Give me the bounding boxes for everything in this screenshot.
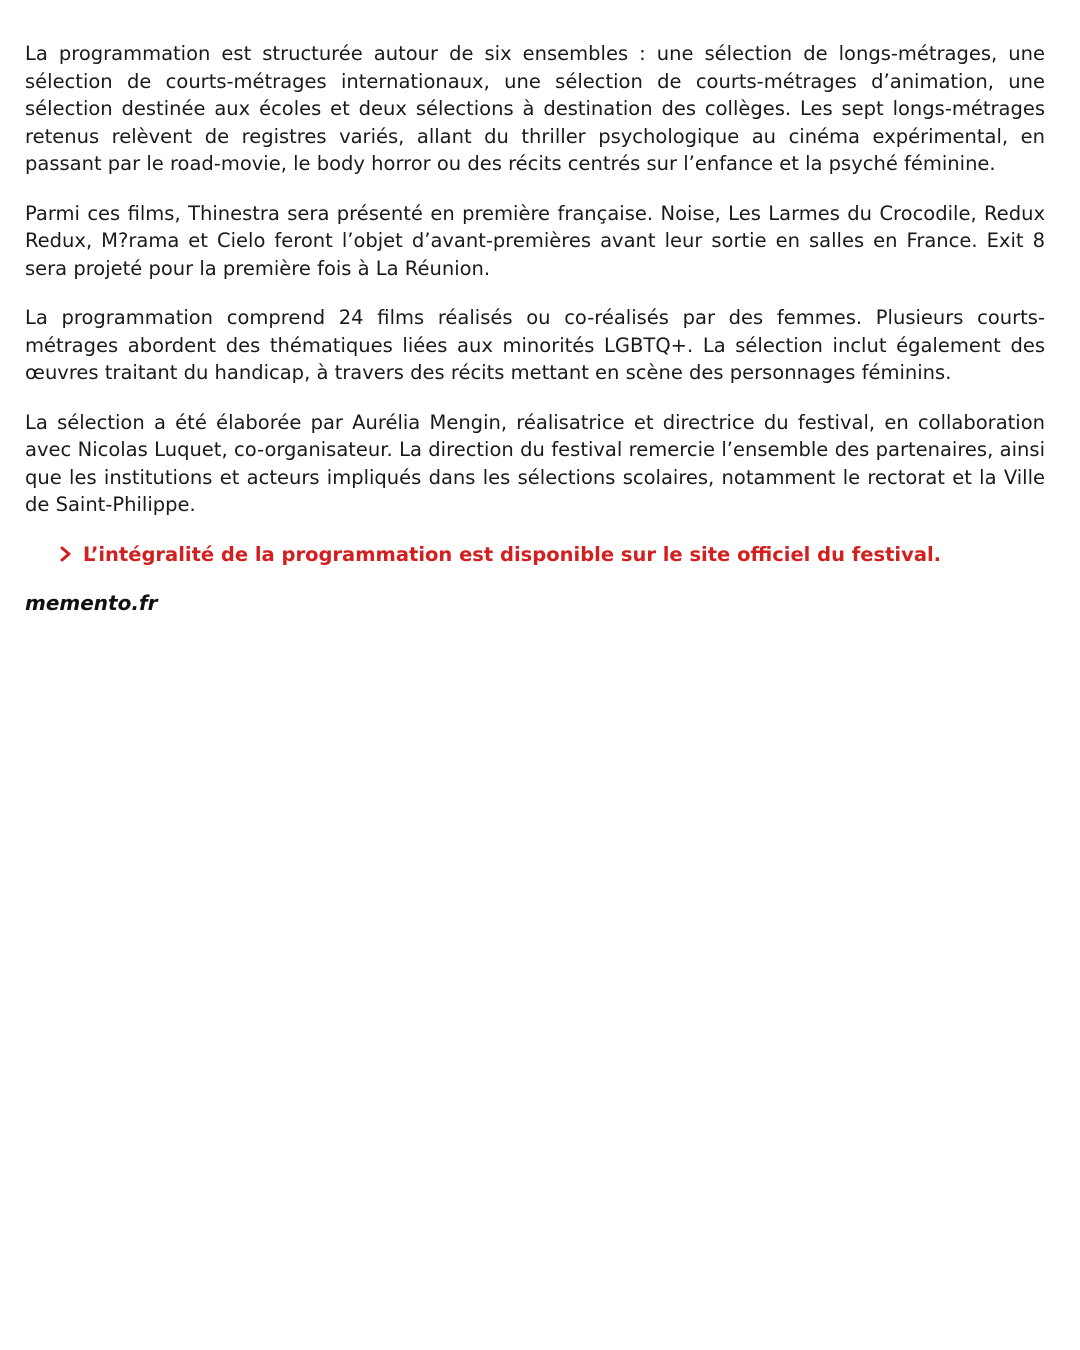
paragraph-programme-structure: La programmation est structurée autour de six ensembles : une sélection de longs-métrages, une sélection de courts-métrages internationaux, une sélection de courts-métrages d’animation, une sélection destinée aux écoles et deux sélections à destination des collèges. Les sept longs-métrages retenus relèvent de registres variés, allant du thriller psychologique au cinéma expérimental, en passant par le road-movie, le body horror ou des récits centrés sur l’enfance et la psyché féminine. — [25, 42, 1045, 175]
paragraph-diversity: La programmation comprend 24 films réalisés ou co-réalisés par des femmes. Plusieurs courts-métrages abordent des thématiques liées aux minorités LGBTQ+. La sélection inclut également des œuvres traitant du handicap, à travers des récits mettant en scène des personnages féminins. — [25, 306, 1045, 384]
paragraph-credits: La sélection a été élaborée par Aurélia Mengin, réalisatrice et directrice du festival, en collaboration avec Nicolas Luquet, co-organisateur. La direction du festival remercie l’ensemble des partenaires, ainsi que les institutions et acteurs impliqués dans les sélections scolaires, notamment le rectorat et la Ville de Saint-Philippe. — [25, 410, 1045, 516]
paragraph-premieres: Parmi ces films, Thinestra sera présenté en première française. Noise, Les Larmes du Crocodile, Redux Redux, M?rama et Cielo feront l’objet d’avant-premières avant leur sortie en salles en France. Exit 8 sera projeté pour la première fois à La Réunion. — [25, 201, 1045, 280]
programme-link[interactable] — [57, 541, 1045, 569]
chevron-right-icon — [57, 545, 75, 563]
programme-link-label[interactable]: L’intégralité de la programmation est disponible sur le site officiel du festival. — [83, 542, 942, 566]
source-credit: memento.fr — [25, 591, 158, 615]
article-body — [25, 40, 1045, 618]
